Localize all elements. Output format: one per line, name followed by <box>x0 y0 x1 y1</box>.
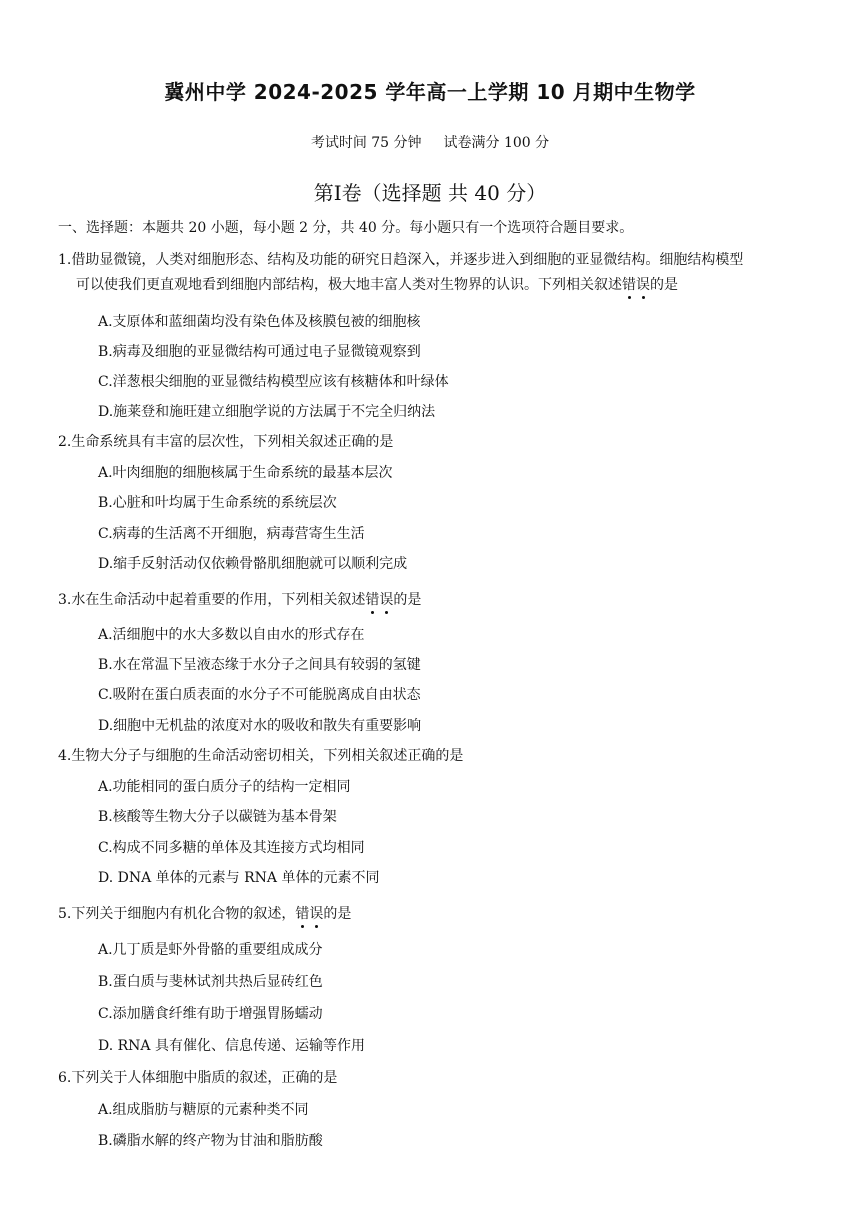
emphasis-mark: 误 <box>379 589 393 609</box>
question-1-stem-line1: 1.借助显微镜，人类对细胞形态、结构及功能的研究日趋深入，并逐步进入到细胞的亚显微结构。细胞结构模型 <box>58 252 744 268</box>
question-1-option-a: A.支原体和蓝细菌均没有染色体及核膜包被的细胞核 <box>98 314 421 330</box>
question-4-option-a: A.功能相同的蛋白质分子的结构一定相同 <box>98 779 351 795</box>
question-5-option-b: B.蛋白质与斐林试剂共热后显砖红色 <box>98 974 323 990</box>
question-5-stem: 5.下列关于细胞内有机化合物的叙述，错误的是 <box>58 903 351 923</box>
section-title: 第Ⅰ卷（选择题 共 40 分） <box>313 181 547 205</box>
question-1-option-b: B.病毒及细胞的亚显微结构可通过电子显微镜观察到 <box>98 344 421 360</box>
question-2-option-a: A.叶肉细胞的细胞核属于生命系统的最基本层次 <box>98 465 393 481</box>
question-5-option-d: D. RNA 具有催化、信息传递、运输等作用 <box>98 1038 365 1054</box>
exam-time: 考试时间 75 分钟 <box>310 135 422 151</box>
emphasis-mark: 错 <box>622 274 636 294</box>
emphasis-mark: 错 <box>295 903 309 923</box>
question-4-option-d: D. DNA 单体的元素与 RNA 单体的元素不同 <box>98 870 380 886</box>
question-4-stem: 4.生物大分子与细胞的生命活动密切相关，下列相关叙述正确的是 <box>58 748 464 764</box>
question-4-option-c: C.构成不同多糖的单体及其连接方式均相同 <box>98 840 365 856</box>
question-3-option-d: D.细胞中无机盐的浓度对水的吸收和散失有重要影响 <box>98 718 422 734</box>
question-2-option-b: B.心脏和叶均属于生命系统的系统层次 <box>98 495 337 511</box>
exam-info <box>0 132 860 152</box>
exam-title: 冀州中学 2024-2025 学年高一上学期 10 月期中生物学 <box>164 80 696 104</box>
question-3-option-c: C.吸附在蛋白质表面的水分子不可能脱离成自由状态 <box>98 687 421 703</box>
question-1-option-c: C.洋葱根尖细胞的亚显微结构模型应该有核糖体和叶绿体 <box>98 374 449 390</box>
question-6-option-a: A.组成脂肪与糖原的元素种类不同 <box>98 1102 309 1118</box>
emphasis-mark: 误 <box>636 274 650 294</box>
question-3-stem: 3.水在生命活动中起着重要的作用，下列相关叙述错误的是 <box>58 589 421 609</box>
question-6-stem: 6.下列关于人体细胞中脂质的叙述，正确的是 <box>58 1070 338 1086</box>
question-3-option-b: B.水在常温下呈液态缘于水分子之间具有较弱的氢键 <box>98 657 421 673</box>
question-2-option-d: D.缩手反射活动仅依赖骨骼肌细胞就可以顺利完成 <box>98 556 408 572</box>
full-score: 试卷满分 100 分 <box>443 135 550 151</box>
question-1-option-d: D.施莱登和施旺建立细胞学说的方法属于不完全归纳法 <box>98 404 436 420</box>
emphasis-mark: 误 <box>309 903 323 923</box>
question-2-option-c: C.病毒的生活离不开细胞，病毒营寄生生活 <box>98 526 365 542</box>
question-2-stem: 2.生命系统具有丰富的层次性，下列相关叙述正确的是 <box>58 434 394 450</box>
question-6-option-b: B.磷脂水解的终产物为甘油和脂肪酸 <box>98 1133 323 1149</box>
question-4-option-b: B.核酸等生物大分子以碳链为基本骨架 <box>98 809 337 825</box>
section-instructions: 一、选择题：本题共 20 小题，每小题 2 分，共 40 分。每小题只有一个选项符合题目要求。 <box>58 220 634 236</box>
emphasis-mark: 错 <box>365 589 379 609</box>
question-5-option-a: A.几丁质是虾外骨骼的重要组成成分 <box>98 942 323 958</box>
question-5-option-c: C.添加膳食纤维有助于增强胃肠蠕动 <box>98 1006 323 1022</box>
question-3-option-a: A.活细胞中的水大多数以自由水的形式存在 <box>98 627 365 643</box>
question-1-stem-line2: 可以使我们更直观地看到细胞内部结构，极大地丰富人类对生物界的认识。下列相关叙述错误的是 <box>76 274 678 294</box>
